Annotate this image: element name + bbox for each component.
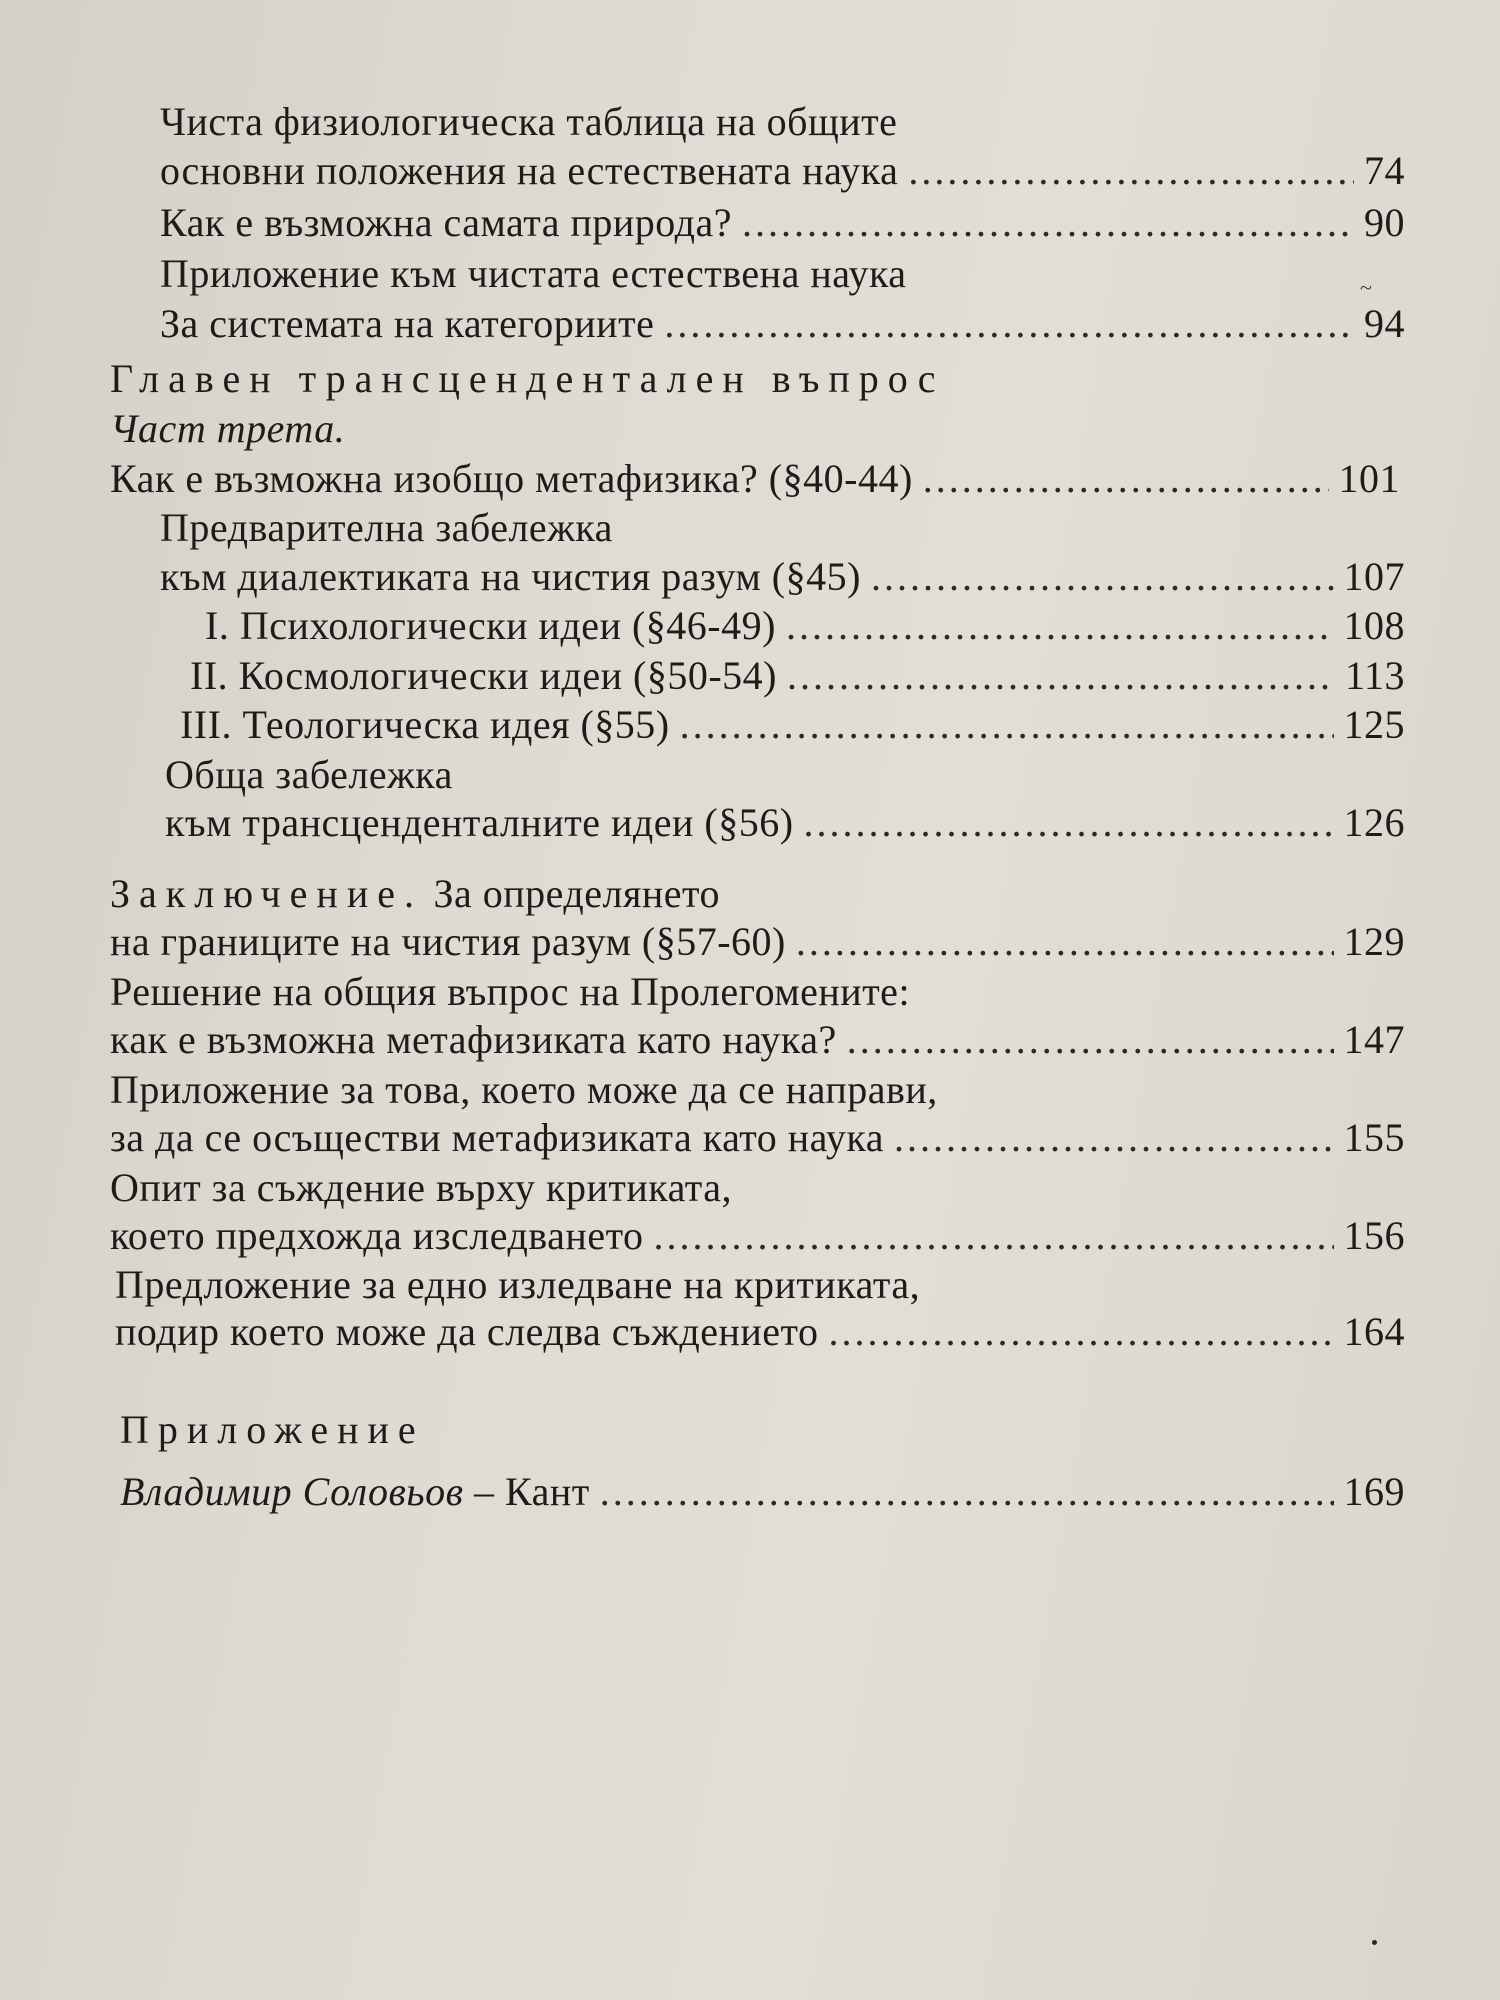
author-name: Владимир Соловьов <box>120 1469 464 1514</box>
toc-entry <box>180 701 1405 749</box>
toc-entry-title: към трансценденталните идеи (§56) <box>165 800 794 845</box>
toc-line: Приложение към чистата естествена наука <box>160 251 907 296</box>
dot-leader <box>847 1016 1334 1064</box>
toc-entry-title: За системата на категориите <box>160 301 655 346</box>
toc-entry-title: основни положения на естествената наука <box>160 148 899 193</box>
toc-line: Обща забележка <box>165 752 453 797</box>
toc-page-number: 129 <box>1343 919 1405 964</box>
work-title: – Кант <box>463 1469 590 1514</box>
toc-entry <box>160 300 1405 348</box>
toc-entry <box>165 799 1405 847</box>
dot-leader <box>664 300 1354 348</box>
toc-line: Решение на общия въпрос на Пролегомените: <box>110 969 911 1014</box>
toc-page-number: 164 <box>1343 1309 1405 1354</box>
dot-leader <box>923 455 1329 503</box>
toc-page-number: 125 <box>1343 702 1405 747</box>
toc-entry <box>110 918 1405 966</box>
toc-line-text: За определянето <box>422 871 720 916</box>
toc-entry-title: за да се осъществи метафизиката като наука <box>110 1115 884 1160</box>
toc-entry-title: към диалектиката на чистия разум (§45) <box>160 554 861 599</box>
dot-leader <box>787 652 1335 700</box>
toc-line <box>110 870 720 918</box>
toc-page-number: 108 <box>1343 603 1405 648</box>
ink-speck <box>1372 1940 1377 1945</box>
toc-entry <box>190 652 1405 700</box>
toc-entry <box>160 553 1405 601</box>
toc-entry-title: I. Психологически идеи (§46-49) <box>205 603 776 648</box>
toc-entry-title: което предхожда изследването <box>110 1213 644 1258</box>
toc-entry-title: III. Теологическа идея (§55) <box>180 702 670 747</box>
toc-entry-title: как е възможна метафизиката като наука? <box>110 1017 837 1062</box>
toc-entry <box>205 602 1405 650</box>
dot-leader <box>829 1308 1334 1356</box>
dot-leader <box>908 147 1354 195</box>
toc-page-number: 147 <box>1343 1017 1405 1062</box>
dot-leader <box>894 1114 1334 1162</box>
toc-entry-title: Как е възможна самата природа? <box>160 200 733 245</box>
dot-leader <box>600 1468 1334 1516</box>
toc-page-number: 169 <box>1343 1469 1405 1514</box>
dot-leader <box>654 1212 1334 1260</box>
toc-line: Приложение за това, което може да се направи, <box>110 1067 938 1112</box>
dot-leader <box>786 602 1334 650</box>
toc-page-number: 155 <box>1343 1115 1405 1160</box>
toc-entry <box>110 455 1400 503</box>
toc-entry <box>110 1114 1405 1162</box>
toc-page-number: 156 <box>1343 1213 1405 1258</box>
toc-entry-title: Как е възможна изобщо метафизика? (§40-44) <box>110 456 913 501</box>
toc-line: Предварителна забележка <box>160 505 613 550</box>
toc-page-number: 94 <box>1364 301 1405 346</box>
toc-entry <box>160 147 1405 195</box>
dot-leader <box>796 918 1334 966</box>
part-label: Част трета. <box>110 406 346 451</box>
toc-entry <box>120 1468 1405 1516</box>
toc-line: Опит за съждение върху критиката, <box>110 1165 733 1210</box>
toc-line: Предложение за едно изледване на критиката, <box>115 1262 921 1307</box>
toc-entry-title: II. Космологически идеи (§50-54) <box>190 653 777 698</box>
toc-entry-title <box>120 1468 590 1516</box>
dot-leader <box>742 199 1354 247</box>
dot-leader <box>804 799 1334 847</box>
toc-page-number: 101 <box>1338 456 1400 501</box>
toc-page-number: 126 <box>1343 800 1405 845</box>
dot-leader <box>680 701 1334 749</box>
toc-entry <box>110 1016 1405 1064</box>
toc-page-number: 113 <box>1344 653 1405 698</box>
toc-entry-title: подир което може да следва съждението <box>115 1309 819 1354</box>
toc-page-number: 90 <box>1364 200 1405 245</box>
ink-mark: ~ <box>1360 275 1372 300</box>
dot-leader <box>871 553 1334 601</box>
section-heading: Главен трансцендентален въпрос <box>110 356 945 401</box>
toc-entry <box>160 199 1405 247</box>
toc-page-number: 107 <box>1343 554 1405 599</box>
toc-entry-title: на границите на чистия разум (§57-60) <box>110 919 786 964</box>
conclusion-heading: Заключение. <box>110 871 423 916</box>
toc-entry <box>110 1212 1405 1260</box>
toc-line: Чиста физиологическа таблица на общите <box>160 99 898 144</box>
toc-entry <box>115 1308 1405 1356</box>
toc-page-number: 74 <box>1364 148 1405 193</box>
appendix-heading: Приложение <box>120 1407 425 1452</box>
